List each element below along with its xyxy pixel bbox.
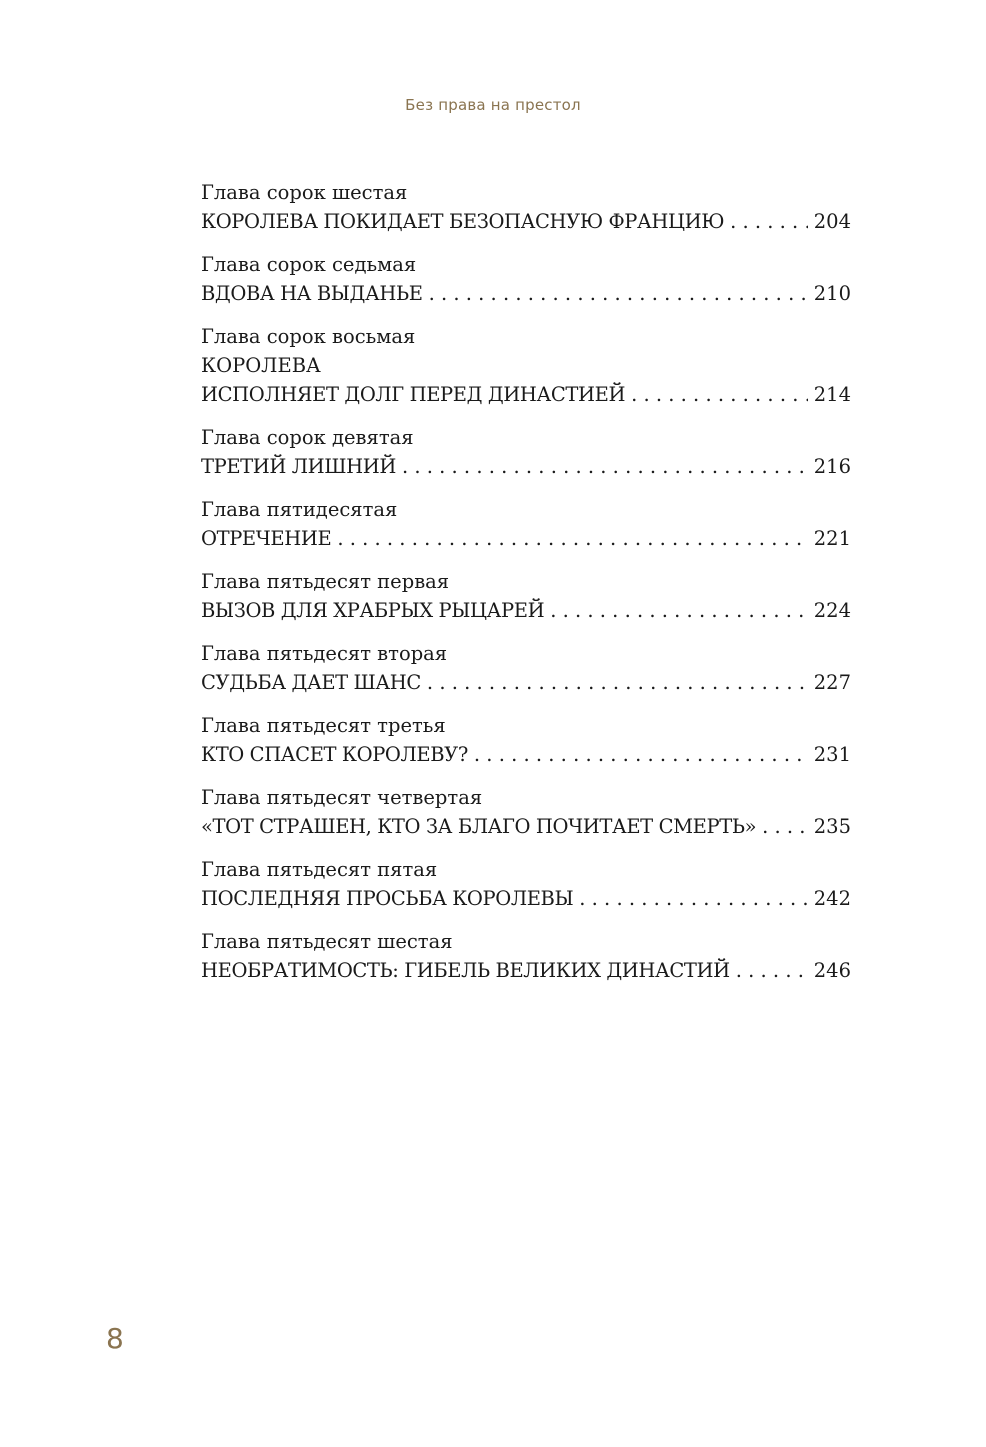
chapter-label: Глава пятьдесят четвертая	[201, 786, 483, 809]
dot-leader	[736, 956, 808, 985]
chapter-label: Глава сорок шестая	[201, 181, 408, 204]
dot-leader	[474, 740, 808, 769]
chapter-title: ТРЕТИЙ ЛИШНИЙ	[201, 455, 396, 478]
toc-entry	[201, 567, 851, 625]
dot-leader	[337, 524, 807, 553]
chapter-title-row	[201, 740, 851, 769]
toc-entry	[201, 322, 851, 409]
chapter-page-number: 235	[813, 815, 851, 838]
toc-entry	[201, 783, 851, 841]
dot-leader	[762, 812, 808, 841]
dot-leader	[579, 884, 808, 913]
toc-entry	[201, 927, 851, 985]
chapter-label: Глава пятьдесят пятая	[201, 858, 438, 881]
toc-entry	[201, 495, 851, 553]
chapter-page-number: 242	[813, 887, 851, 910]
chapter-title: СУДЬБА ДАЕТ ШАНС	[201, 671, 421, 694]
chapter-page-number: 221	[813, 527, 851, 550]
chapter-page-number: 227	[813, 671, 851, 694]
dot-leader	[429, 279, 808, 308]
toc-entry	[201, 250, 851, 308]
chapter-title-row	[201, 812, 851, 841]
chapter-page-number: 214	[813, 383, 851, 406]
toc-entry	[201, 711, 851, 769]
chapter-title-row	[201, 956, 851, 985]
chapter-page-number: 246	[813, 959, 851, 982]
chapter-title: ПОСЛЕДНЯЯ ПРОСЬБА КОРОЛЕВЫ	[201, 887, 574, 910]
chapter-title-row	[201, 207, 851, 236]
page-number: 8	[106, 1322, 124, 1355]
toc-entry	[201, 423, 851, 481]
toc-entry	[201, 639, 851, 697]
chapter-title: ОТРЕЧЕНИЕ	[201, 527, 332, 550]
chapter-label: Глава пятьдесят вторая	[201, 642, 448, 665]
chapter-title-row	[201, 668, 851, 697]
dot-leader	[427, 668, 808, 697]
running-head: Без права на престол	[405, 96, 581, 114]
chapter-page-number: 224	[813, 599, 851, 622]
chapter-title: ИСПОЛНЯЕТ ДОЛГ ПЕРЕД ДИНАСТИЕЙ	[201, 383, 626, 406]
chapter-page-number: 216	[813, 455, 851, 478]
chapter-title: КТО СПАСЕТ КОРОЛЕВУ?	[201, 743, 468, 766]
chapter-title-row	[201, 279, 851, 308]
toc-entry	[201, 178, 851, 236]
chapter-title: НЕОБРАТИМОСТЬ: ГИБЕЛЬ ВЕЛИКИХ ДИНАСТИЙ	[201, 959, 730, 982]
chapter-label: Глава сорок седьмая	[201, 253, 417, 276]
chapter-label: Глава пятьдесят третья	[201, 714, 446, 737]
chapter-title-row	[201, 524, 851, 553]
chapter-page-number: 210	[813, 282, 851, 305]
chapter-title: «ТОТ СТРАШЕН, КТО ЗА БЛАГО ПОЧИТАЕТ СМЕРТЬ»	[201, 815, 757, 838]
chapter-page-number: 204	[813, 210, 851, 233]
chapter-title-row	[201, 596, 851, 625]
chapter-label: Глава пятьдесят шестая	[201, 930, 453, 953]
chapter-title-line: КОРОЛЕВА	[201, 354, 321, 377]
chapter-title: ВЫЗОВ ДЛЯ ХРАБРЫХ РЫЦАРЕЙ	[201, 599, 545, 622]
chapter-label: Глава пятидесятая	[201, 498, 398, 521]
chapter-label: Глава пятьдесят первая	[201, 570, 450, 593]
table-of-contents	[201, 178, 851, 999]
chapter-label: Глава сорок восьмая	[201, 325, 416, 348]
dot-leader	[550, 596, 808, 625]
toc-entry	[201, 855, 851, 913]
chapter-title-row	[201, 452, 851, 481]
chapter-title: КОРОЛЕВА ПОКИДАЕТ БЕЗОПАСНУЮ ФРАНЦИЮ	[201, 210, 725, 233]
chapter-title-row	[201, 380, 851, 409]
dot-leader	[730, 207, 808, 236]
chapter-page-number: 231	[813, 743, 851, 766]
chapter-title: ВДОВА НА ВЫДАНЬЕ	[201, 282, 423, 305]
dot-leader	[402, 452, 808, 481]
chapter-title-row	[201, 884, 851, 913]
chapter-label: Глава сорок девятая	[201, 426, 414, 449]
dot-leader	[631, 380, 808, 409]
